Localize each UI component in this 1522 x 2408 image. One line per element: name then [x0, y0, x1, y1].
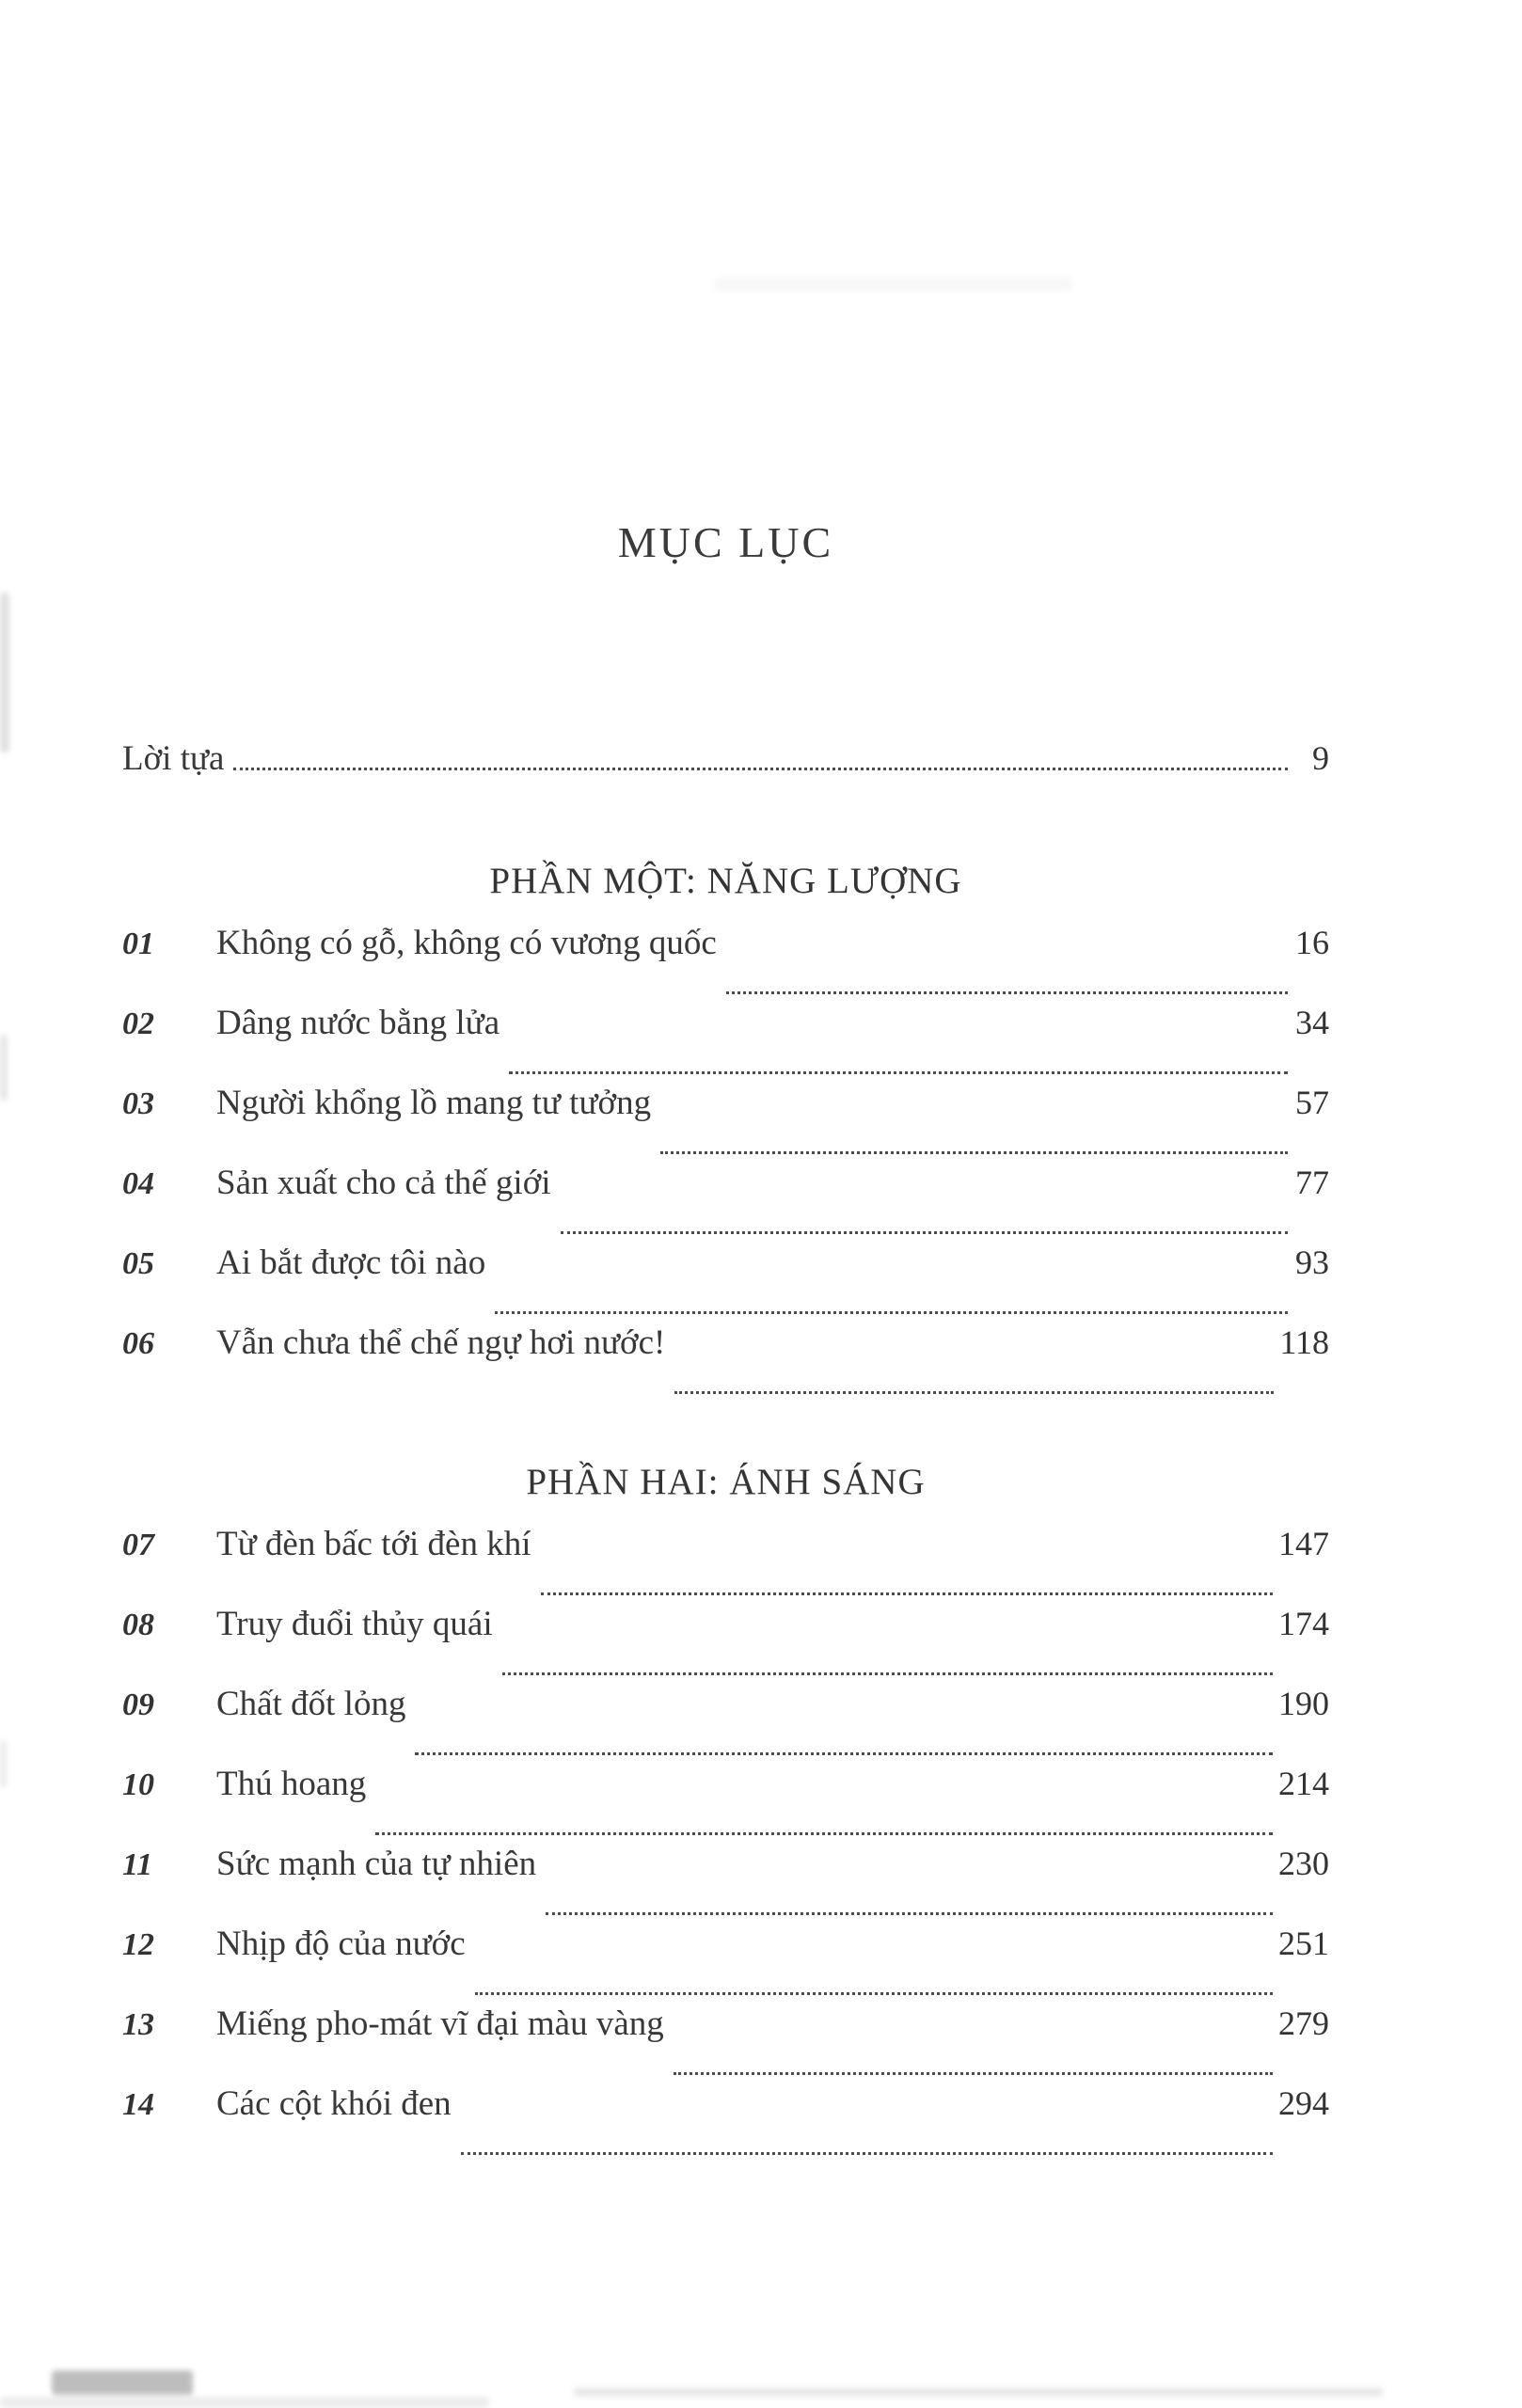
toc-entry [122, 1604, 1329, 1684]
chapter-number: 06 [122, 1326, 154, 1361]
chapter-title: Từ đèn bấc tới đèn khí [216, 1525, 531, 1563]
chapter-number: 05 [122, 1246, 154, 1281]
toc-entry [122, 1924, 1329, 2004]
chapter-title: Dâng nước bằng lửa [216, 1004, 500, 1042]
chapter-title: Thú hoang [216, 1765, 367, 1803]
toc-entry [122, 1083, 1329, 1163]
chapter-number: 02 [122, 1006, 154, 1041]
section-one-entries [122, 923, 1329, 1402]
chapter-number: 14 [122, 2087, 154, 2122]
table-of-contents [122, 0, 1329, 2163]
chapter-number: 13 [122, 2007, 154, 2042]
page-number: 16 [1295, 924, 1329, 961]
leader-dots [546, 1912, 1273, 1915]
chapter-title: Người khổng lồ mang tư tưởng [216, 1084, 652, 1122]
scan-artifact [574, 2387, 1383, 2397]
leader-dots [502, 1672, 1273, 1675]
leader-dots [495, 1311, 1288, 1314]
chapter-number: 08 [122, 1608, 154, 1642]
chapter-title: Sản xuất cho cả thế giới [216, 1164, 551, 1202]
scan-artifact [0, 593, 9, 752]
chapter-title: Sức mạnh của tự nhiên [216, 1845, 537, 1883]
chapter-number: 01 [122, 927, 154, 961]
chapter-title: Các cột khói đen [216, 2084, 452, 2123]
page-number: 34 [1295, 1004, 1329, 1041]
page-number: 214 [1278, 1765, 1329, 1802]
scan-artifact [715, 277, 1072, 291]
page-number: 174 [1278, 1605, 1329, 1642]
toc-entry [122, 1243, 1329, 1323]
chapter-title: Nhịp độ của nước [216, 1925, 466, 1963]
toc-entry [122, 1844, 1329, 1924]
scan-artifact [52, 2370, 193, 2395]
page-number: 147 [1278, 1525, 1329, 1562]
preface-page-number: 9 [1312, 739, 1329, 777]
toc-entry [122, 1003, 1329, 1083]
section-heading-part-two: PHẦN HAI: ÁNH SÁNG [526, 1462, 926, 1502]
chapter-number: 04 [122, 1166, 154, 1201]
preface-label: Lời tựa [122, 739, 225, 778]
chapter-number: 09 [122, 1687, 154, 1722]
toc-entry [122, 2004, 1329, 2083]
page-number: 251 [1278, 1925, 1329, 1962]
chapter-number: 10 [122, 1767, 154, 1802]
leader-dots [461, 2152, 1273, 2155]
chapter-title: Chất đốt lỏng [216, 1685, 406, 1723]
leader-dots [561, 1231, 1288, 1234]
toc-entry [122, 1684, 1329, 1764]
leader-dots [509, 1071, 1288, 1074]
toc-entry [122, 2083, 1329, 2163]
leader-dots [674, 1391, 1274, 1394]
chapter-title: Truy đuổi thủy quái [216, 1605, 493, 1643]
chapter-number: 07 [122, 1528, 154, 1562]
chapter-title: Vẫn chưa thể chế ngự hơi nước! [216, 1323, 666, 1362]
leader-dots [475, 1992, 1273, 1995]
page-title: MỤC LỤC [617, 518, 834, 566]
preface-row [122, 738, 1329, 779]
page-number: 93 [1295, 1244, 1329, 1281]
page-number: 118 [1279, 1323, 1329, 1361]
chapter-number: 11 [122, 1847, 153, 1882]
scan-artifact [0, 2397, 489, 2408]
section-two-entries [122, 1524, 1329, 2163]
leader-dots [415, 1752, 1273, 1755]
leader-dots [674, 2072, 1273, 2075]
chapter-number: 03 [122, 1086, 154, 1121]
toc-entry [122, 1524, 1329, 1604]
leader-dots [233, 768, 1288, 770]
toc-entry [122, 1163, 1329, 1243]
section-heading-part-one: PHẦN MỘT: NĂNG LƯỢNG [489, 861, 962, 901]
leader-dots [375, 1832, 1273, 1835]
chapter-title: Miếng pho-mát vĩ đại màu vàng [216, 2004, 664, 2043]
page-number: 279 [1278, 2004, 1329, 2042]
scan-artifact [0, 1740, 7, 1787]
page-number: 190 [1278, 1685, 1329, 1722]
leader-dots [541, 1592, 1274, 1595]
toc-entry [122, 1323, 1329, 1402]
scan-artifact [0, 1035, 8, 1101]
chapter-title: Ai bắt được tôi nào [216, 1244, 486, 1282]
page-number: 230 [1278, 1845, 1329, 1882]
chapter-number: 12 [122, 1927, 154, 1962]
toc-entry [122, 923, 1329, 1003]
leader-dots [726, 991, 1288, 994]
leader-dots [660, 1151, 1288, 1154]
chapter-title: Không có gỗ, không có vương quốc [216, 924, 717, 962]
page-number: 57 [1295, 1084, 1329, 1121]
page-number: 77 [1295, 1164, 1329, 1201]
page-number: 294 [1278, 2084, 1329, 2122]
toc-entry [122, 1764, 1329, 1844]
